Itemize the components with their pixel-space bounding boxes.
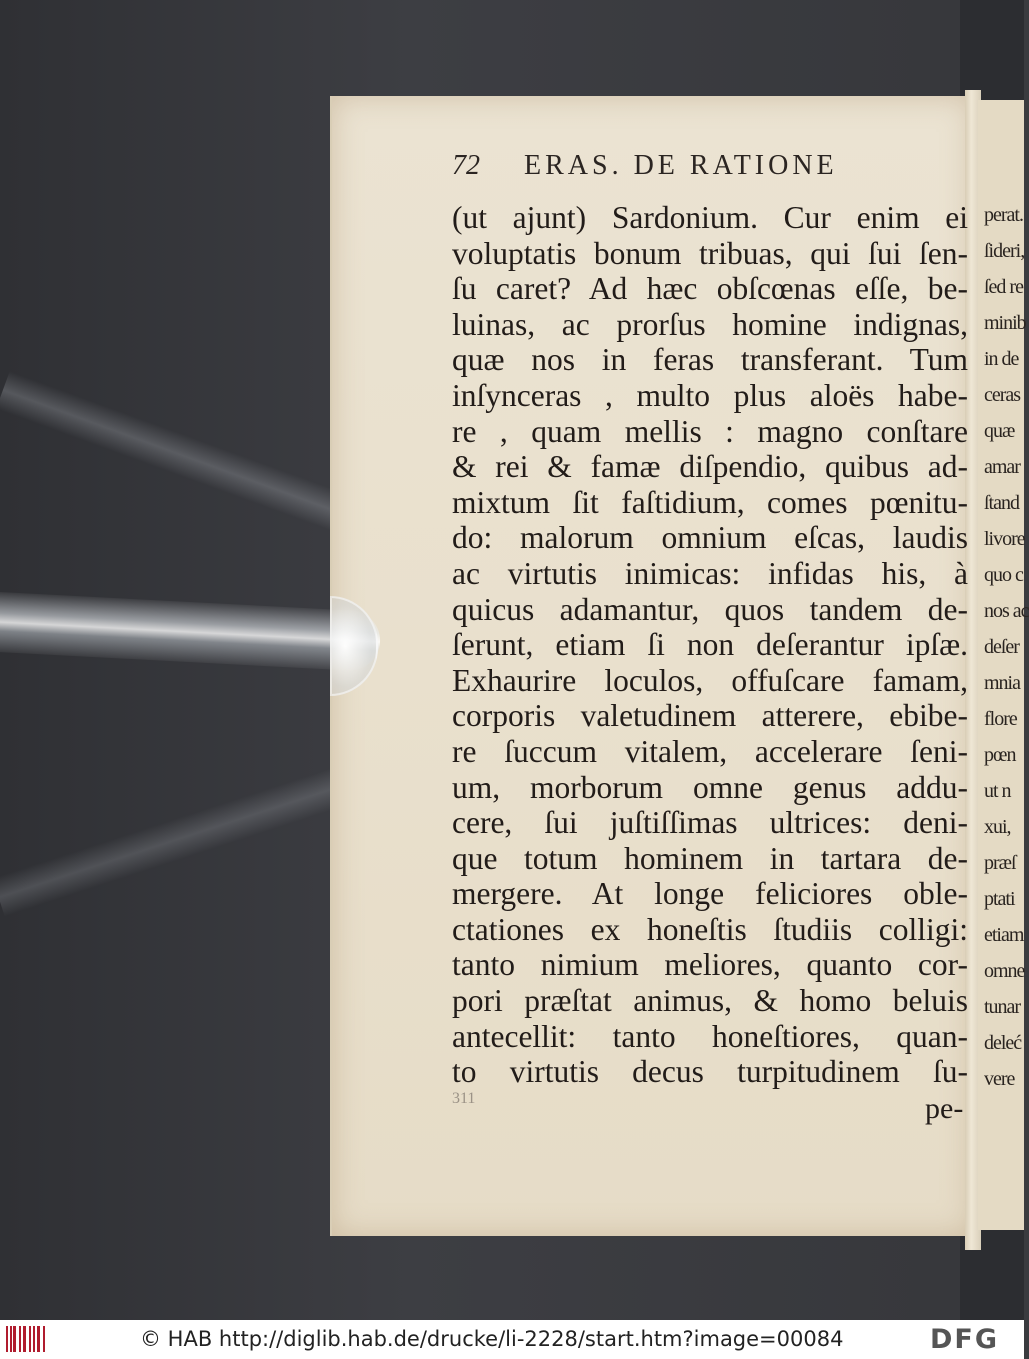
text-line: corporis valetudinem atterere, ebibe-: [452, 698, 968, 734]
margin-word: præſ: [984, 852, 1016, 874]
page-number: 72: [452, 150, 480, 181]
margin-word: deleć: [984, 1032, 1022, 1054]
text-line: tanto nimium meliores, quanto cor-: [452, 947, 968, 983]
running-header: [452, 150, 838, 182]
text-line: pori præſtat animus, & homo beluis: [452, 983, 968, 1019]
text-line: ctationes ex honeſtis ſtudiis colligi:: [452, 911, 968, 947]
text-line: ac virtutis inimicas: infidas his, à: [452, 555, 968, 591]
footer-bar: [0, 1320, 1024, 1359]
text-line: ſu caret? Ad hæc obſcœnas eſſe, be-: [452, 271, 968, 307]
text-line: mixtum ſit faſtidium, comes pœnitu-: [452, 484, 968, 520]
margin-word: ſed re: [984, 276, 1023, 298]
text-line: mergere. At longe feliciores oble-: [452, 876, 968, 912]
running-title: ERAS. DE RATIONE: [524, 150, 838, 181]
text-line: re , quam mellis : magno conſtare: [452, 413, 968, 449]
margin-word: minib: [984, 312, 1026, 334]
margin-word: omne: [984, 960, 1025, 982]
text-line: antecellit: tanto honeſtiores, quan-: [452, 1018, 968, 1054]
barcode-icon: [6, 1326, 48, 1352]
text-line: do: malorum omnium eſcas, laudis: [452, 520, 968, 556]
text-line: que totum hominem in tartara de-: [452, 840, 968, 876]
dfg-logo: DFG: [930, 1324, 1000, 1355]
margin-word: ceras: [984, 384, 1021, 406]
text-line: to virtutis decus turpitudinem ſu-: [452, 1054, 968, 1090]
text-line: inſynceras , multo plus aloës habe-: [452, 377, 968, 413]
margin-word: ſtand: [984, 492, 1019, 514]
margin-word: mnia: [984, 672, 1020, 694]
margin-word: quo c: [984, 564, 1023, 586]
text-line: re ſuccum vitalem, accelerare ſeni-: [452, 733, 968, 769]
margin-word: amar: [984, 456, 1020, 478]
margin-word: pœn: [984, 744, 1016, 766]
copyright-link[interactable]: © HAB http://diglib.hab.de/drucke/li-2228/start.htm?image=00084: [140, 1327, 844, 1351]
text-line: voluptatis bonum tribuas, qui ſui ſen-: [452, 235, 968, 271]
text-line: quæ nos in feras transferant. Tum: [452, 342, 968, 378]
margin-word: in de: [984, 348, 1019, 370]
margin-word: nos ac: [984, 600, 1029, 622]
margin-word: perat.: [984, 204, 1023, 226]
glass-weight-rod: [0, 590, 382, 672]
margin-word: deſer: [984, 636, 1019, 658]
text-line: quicus adamantur, quos tandem de-: [452, 591, 968, 627]
margin-word: quæ: [984, 420, 1015, 442]
margin-word: ut n: [984, 780, 1011, 802]
text-line: luinas, ac prorſus homine indignas,: [452, 306, 968, 342]
text-line: & rei & famæ diſpendio, quibus ad-: [452, 449, 968, 485]
glass-reflection-upper: [0, 371, 367, 539]
body-text: [452, 200, 968, 1090]
text-line: um, morborum omne genus addu-: [452, 769, 968, 805]
margin-word: tunar: [984, 996, 1021, 1018]
margin-word: vere: [984, 1068, 1015, 1090]
margin-word: etiam: [984, 924, 1024, 946]
text-line: ſerunt, etiam ſi non deſerantur ipſæ.: [452, 627, 968, 663]
catchword: pe-: [925, 1092, 964, 1125]
glass-reflection-lower: [0, 761, 366, 916]
text-line: Exhaurire loculos, offuſcare famam,: [452, 662, 968, 698]
next-page-margin: [978, 100, 1029, 1230]
text-line: cere, ſui juſtiſſimas ultrices: deni-: [452, 805, 968, 841]
margin-word: ſideri,: [984, 240, 1025, 262]
text-line: (ut ajunt) Sardonium. Cur enim ei: [452, 200, 968, 235]
margin-word: livore: [984, 528, 1025, 550]
pencil-annotation: 311: [452, 1090, 476, 1107]
margin-word: flore: [984, 708, 1017, 730]
margin-word: xui,: [984, 816, 1011, 838]
margin-word: ptati: [984, 888, 1015, 910]
